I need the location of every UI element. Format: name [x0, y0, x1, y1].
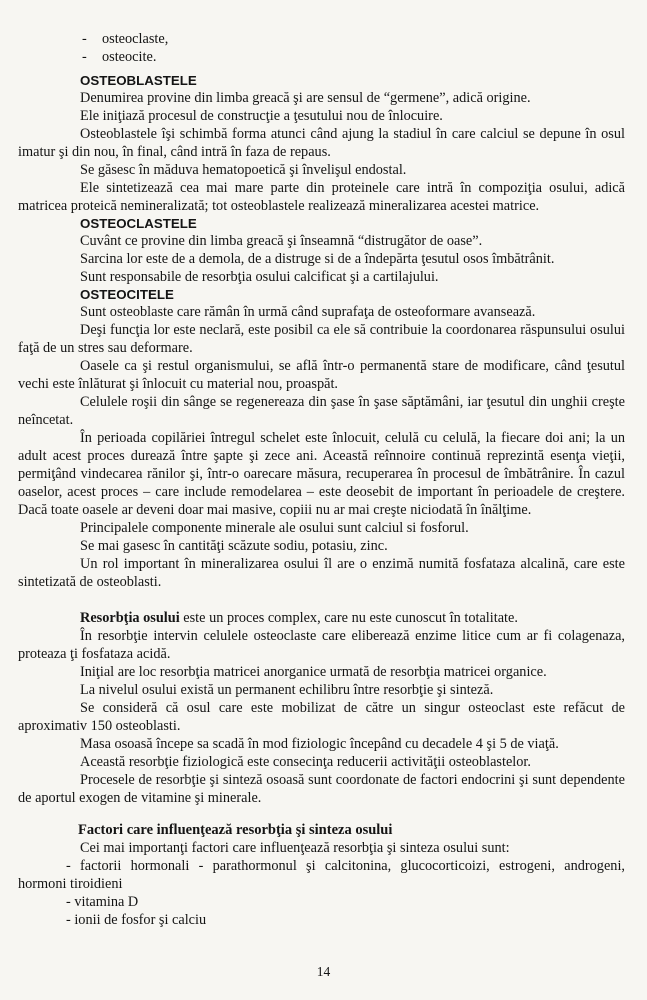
heading-factori: Factori care influenţează resorbţia şi sinteza osului — [78, 822, 393, 838]
paragraph: Masa osoasă începe sa scadă în mod fiziologic începând cu decadele 4 şi 5 de viaţă. — [80, 736, 559, 752]
paragraph: Procesele de resorbţie şi sinteză osoasă sunt coordonate de factori endocrini şi sunt dependente de aportul exogen de vitamine şi minerale. — [18, 772, 625, 806]
heading-osteocitele: OSTEOCITELE — [80, 287, 174, 302]
heading-osteoclastele: OSTEOCLASTELE — [80, 216, 197, 231]
list-item: - factorii hormonali - parathormonul şi calcitonina, glucocorticoizi, estrogeni, androgeni, hormoni tiroidieni — [18, 858, 625, 892]
list-item: - vitamina D — [66, 894, 139, 910]
paragraph: Iniţial are loc resorbţia matricei anorganice urmată de resorbţia matricei organice. — [80, 664, 547, 680]
paragraph: Oasele ca şi restul organismului, se află într-o permanentă stare de modificare, când ţesutul vechi este înlăturat şi înlocuit cu material nou, proaspăt. — [18, 358, 625, 392]
list-item: - ionii de fosfor şi calciu — [66, 912, 207, 928]
list-item: - osteocite. — [82, 49, 157, 65]
paragraph: Ele sintetizează cea mai mare parte din proteinele care intră în compoziţia osului, adică matricea proteică nemineralizată; tot osteoblastele realizează mineralizarea acestei matrice. — [18, 180, 625, 214]
paragraph: La nivelul osului există un permanent echilibru între resorbţie şi sinteză. — [80, 682, 494, 698]
spacer — [18, 807, 625, 821]
bullet-dash: - — [82, 49, 87, 65]
paragraph: Celulele roşii din sânge se regenereaza din şase în şase săptămâni, iar ţesutul din unghii creşte neîncetat. — [18, 394, 625, 428]
bullet-dash: - — [82, 31, 87, 47]
paragraph-resorbtia-lead: Resorbţia osului este un proces complex, care nu este cunoscut în totalitate. — [80, 610, 518, 626]
list-item: - osteoclaste, — [82, 31, 169, 47]
paragraph: Se mai gasesc în cantităţi scăzute sodiu, potasiu, zinc. — [80, 538, 388, 554]
paragraph: Denumirea provine din limba greacă şi are sensul de “germene”, adică origine. — [80, 90, 531, 106]
paragraph: Sunt osteoblaste care rămân în urmă când suprafaţa de osteoformare avansează. — [80, 304, 536, 320]
paragraph: Deşi funcţia lor este neclară, este posibil ca ele să contribuie la coordonarea răspunsului osului faţă de un stres sau deformare. — [18, 322, 625, 356]
paragraph: Se găsesc în măduva hematopoetică şi învelişul endostal. — [80, 162, 407, 178]
paragraph: Se consideră că osul care este mobilizat de către un singur osteoclast este refăcut de aproximativ 150 osteoblasti. — [18, 700, 625, 734]
paragraph: În perioada copilăriei întregul schelet este înlocuit, celulă cu celulă, la fiecare doi ani; la un adult acest proces durează între şapte şi zece ani. Această reînnoire continuă reprezintă esenţa vieţii, permiţând vindecarea rănilor şi, într-o oarecare măsura, recuperarea în procesul de îmbătrânire. În cazul oaselor, acest proces – care include remodelarea – este deosebit de important în perioadele de creştere. Dacă toate oasele ar deveni doar mai masive, copiii nu ar mai creşte niciodată în înălţime. — [18, 430, 625, 518]
spacer — [18, 591, 625, 609]
paragraph: Această resorbţie fiziologică este consecinţa reducerii activităţii osteoblastelor. — [80, 754, 531, 770]
paragraph: Sarcina lor este de a demola, de a distruge si de a îndepărta ţesutul osos îmbătrânit. — [80, 251, 555, 267]
paragraph: Principalele componente minerale ale osului sunt calciul si fosforul. — [80, 520, 469, 536]
page-number: 14 — [316, 964, 331, 979]
paragraph: Ele iniţiază procesul de construcţie a ţesutului nou de înlocuire. — [80, 108, 443, 124]
paragraph: Cuvânt ce provine din limba greacă şi înseamnă “distrugător de oase”. — [80, 233, 483, 249]
heading-osteoblastele: OSTEOBLASTELE — [80, 73, 197, 88]
paragraph: Un rol important în mineralizarea osului îl are o enzimă numită fosfataza alcalină, care este sintetizată de osteoblasti. — [18, 556, 625, 590]
paragraph: Cei mai importanţi factori care influenţează resorbţia şi sinteza osului sunt: — [80, 840, 510, 856]
paragraph: În resorbţie intervin celulele osteoclaste care eliberează enzime litice cum ar fi colagenaza, proteaza ţi fosfataza acidă. — [18, 628, 625, 662]
paragraph: Sunt responsabile de resorbţia osului calcificat şi a cartilajului. — [80, 269, 439, 285]
term-bold: Resorbţia osului — [80, 610, 180, 626]
paragraph: Osteoblastele îşi schimbă forma atunci când ajung la stadiul în care calciul se depune în osul imatur şi din nou, în final, când intră în faza de repaus. — [18, 126, 625, 160]
